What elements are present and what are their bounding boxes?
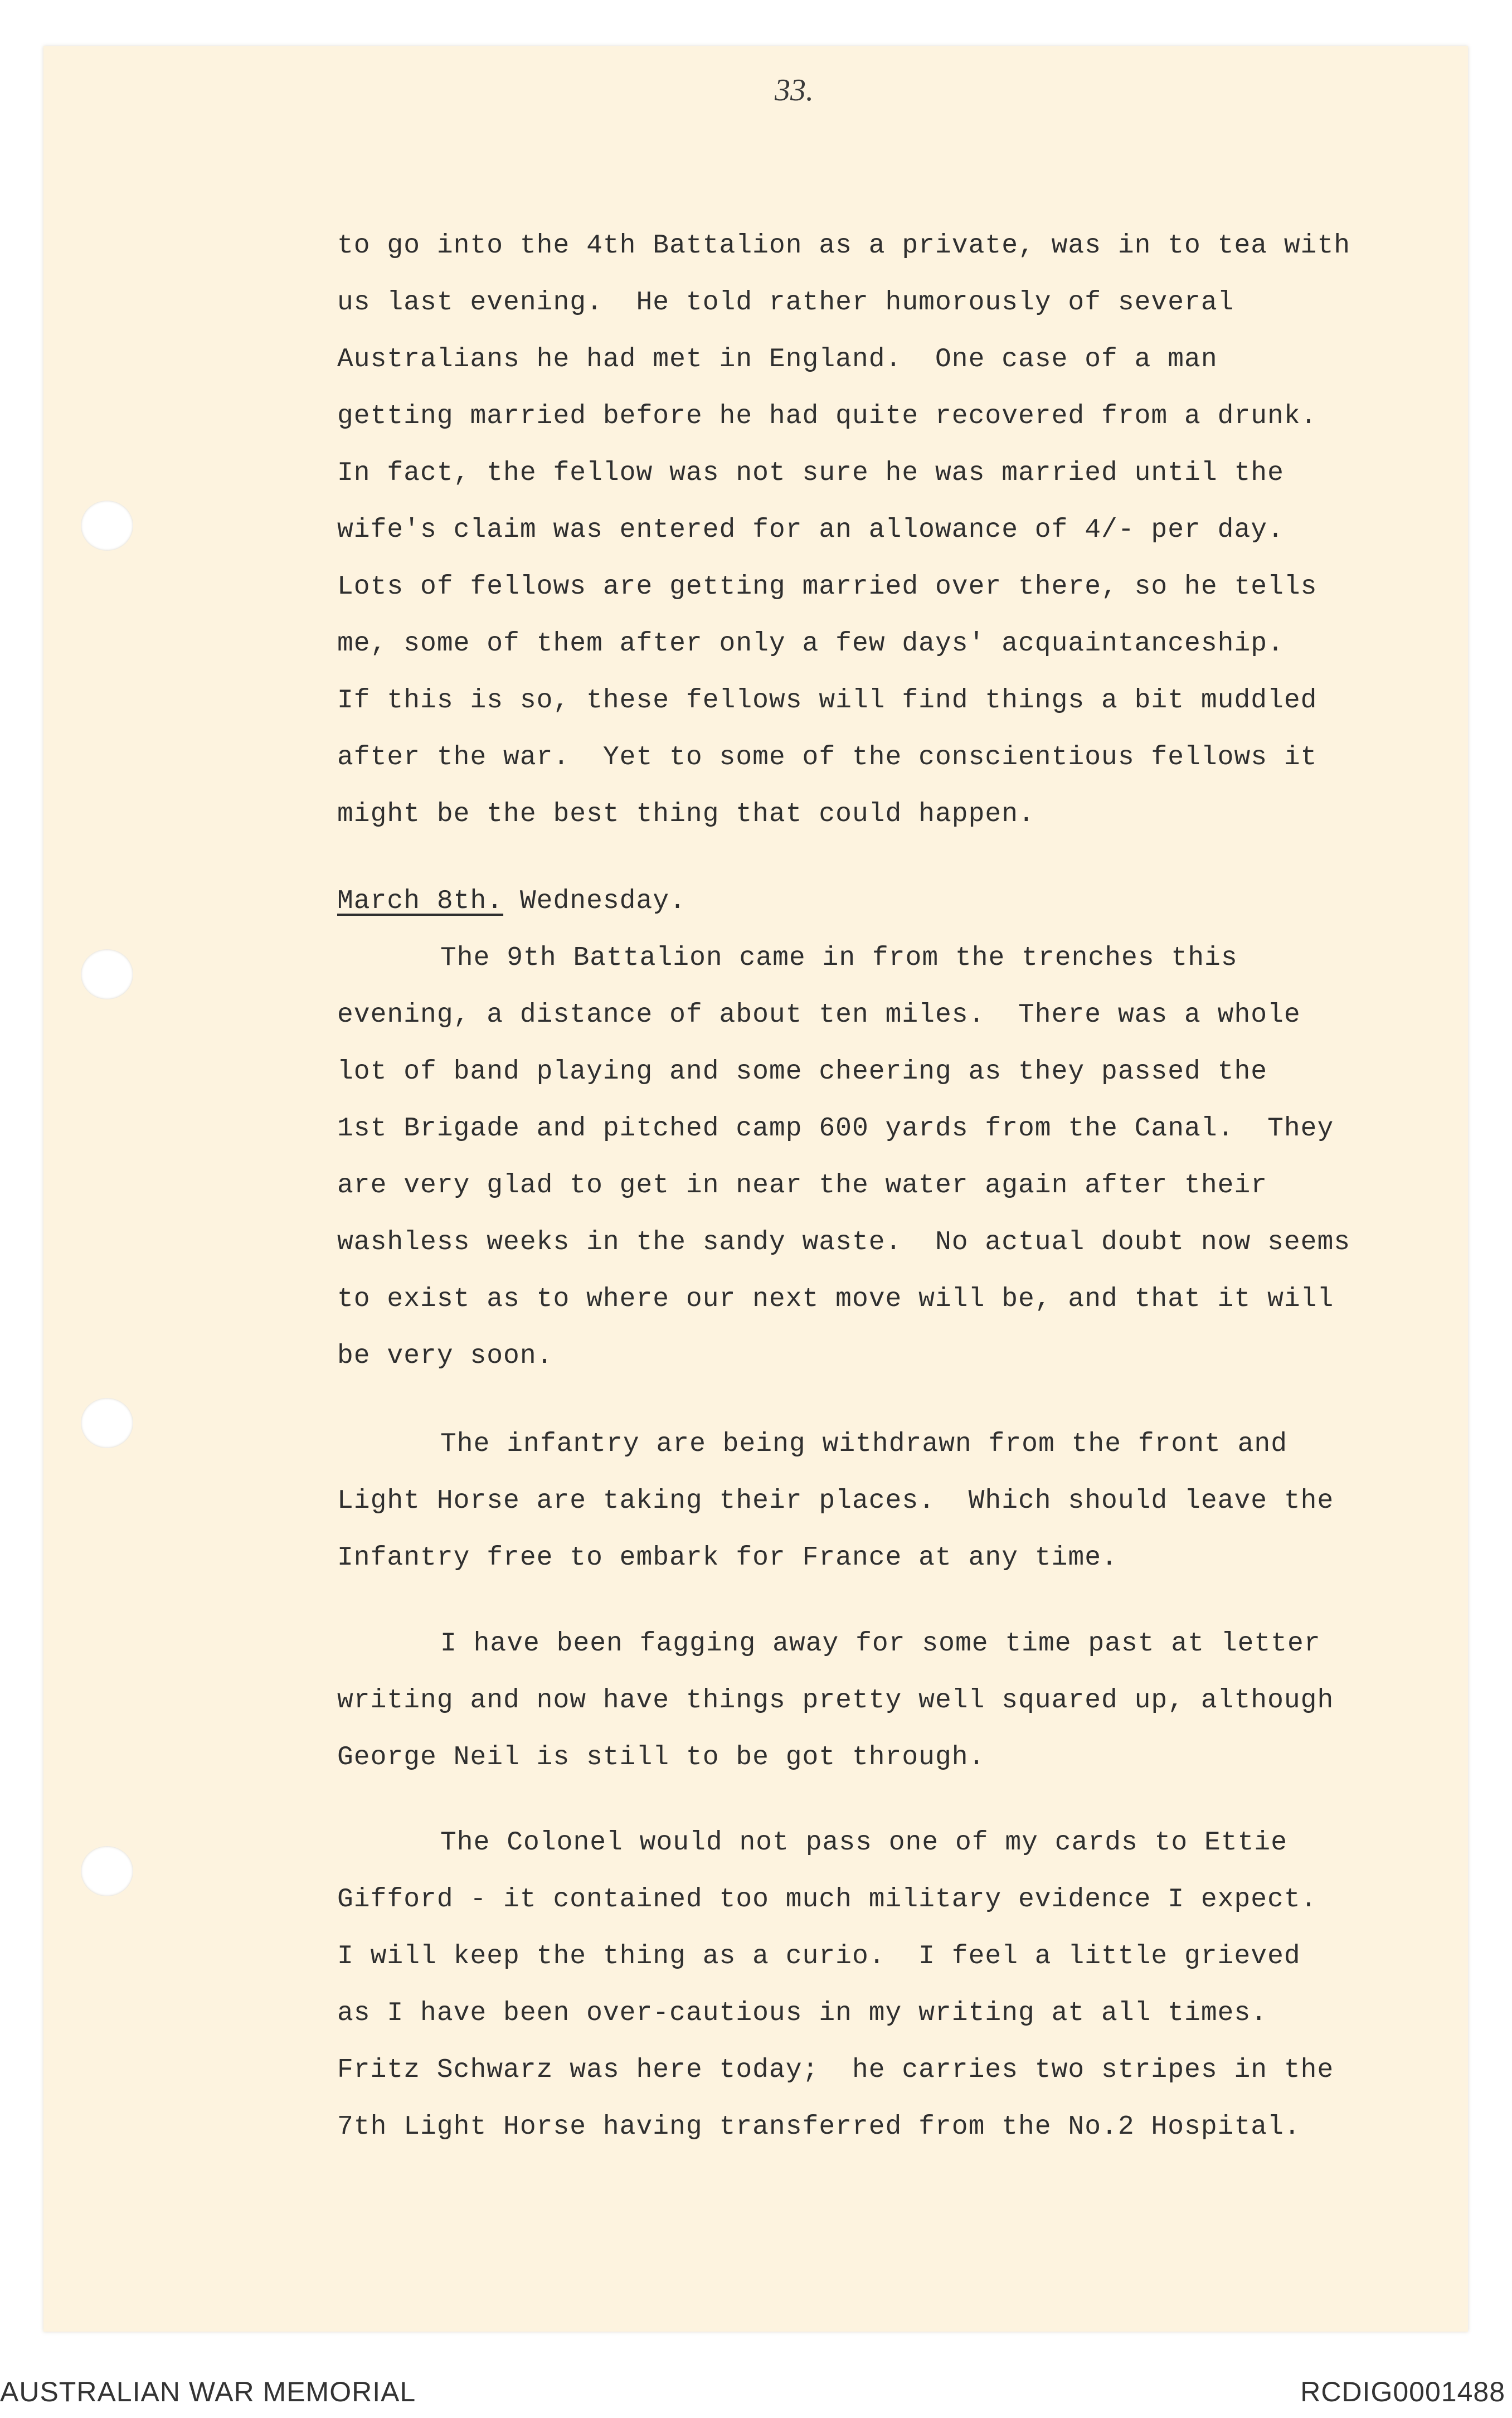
text-line: us last evening. He told rather humorously of several xyxy=(337,288,1234,318)
text-line: as I have been over-cautious in my writing at all times. xyxy=(337,1998,1268,2028)
footer-institution: AUSTRALIAN WAR MEMORIAL xyxy=(0,2376,416,2407)
entry-heading xyxy=(337,873,1396,930)
entry-date: March 8th. xyxy=(337,886,504,916)
paragraph xyxy=(337,1814,1396,2155)
text-line: 1st Brigade and pitched camp 600 yards from the Canal. They xyxy=(337,1114,1334,1144)
text-line: writing and now have things pretty well squared up, although xyxy=(337,1686,1334,1716)
text-line: me, some of them after only a few days' acquaintanceship. xyxy=(337,629,1284,659)
text-line: 7th Light Horse having transferred from the No.2 Hospital. xyxy=(337,2112,1301,2142)
text-line: washless weeks in the sandy waste. No actual doubt now seems xyxy=(337,1227,1351,1257)
punch-hole xyxy=(81,949,133,999)
text-line: In fact, the fellow was not sure he was married until the xyxy=(337,458,1284,488)
text-line: getting married before he had quite recovered from a drunk. xyxy=(337,401,1317,431)
text-line: I have been fagging away for some time past at letter xyxy=(440,1629,1321,1659)
paragraph xyxy=(337,1416,1396,1586)
text-line: Gifford - it contained too much military evidence I expect. xyxy=(337,1885,1317,1915)
text-line: I will keep the thing as a curio. I feel a little grieved xyxy=(337,1941,1301,1972)
text-line: might be the best thing that could happen. xyxy=(337,799,1035,829)
punch-hole xyxy=(81,501,133,551)
text-line: Infantry free to embark for France at any time. xyxy=(337,1543,1118,1573)
text-line: If this is so, these fellows will find things a bit muddled xyxy=(337,686,1317,716)
text-line: to exist as to where our next move will be, and that it will xyxy=(337,1284,1334,1314)
text-line: Fritz Schwarz was here today; he carries two stripes in the xyxy=(337,2055,1334,2085)
text-line: after the war. Yet to some of the conscientious fellows it xyxy=(337,742,1317,773)
footer-record-id: RCDIG0001488 xyxy=(1300,2376,1505,2407)
text-line: George Neil is still to be got through. xyxy=(337,1742,985,1773)
text-line: evening, a distance of about ten miles. There was a whole xyxy=(337,1000,1301,1030)
text-line: Lots of fellows are getting married over there, so he tells xyxy=(337,572,1317,602)
text-line: are very glad to get in near the water again after their xyxy=(337,1171,1268,1201)
diary-entry-march-8 xyxy=(337,873,1396,1385)
text-line: be very soon. xyxy=(337,1341,553,1371)
entry-day: Wednesday. xyxy=(503,886,686,916)
text-line: lot of band playing and some cheering as they passed the xyxy=(337,1057,1268,1087)
punch-hole xyxy=(81,1398,133,1448)
text-line: The Colonel would not pass one of my cards to Ettie xyxy=(440,1828,1288,1858)
paragraph xyxy=(337,1615,1396,1786)
text-line: Light Horse are taking their places. Which should leave the xyxy=(337,1486,1334,1516)
page-number: 33. xyxy=(775,73,814,108)
text-line: The infantry are being withdrawn from the front and xyxy=(440,1429,1288,1459)
text-line: Australians he had met in England. One case of a man xyxy=(337,344,1218,375)
punch-hole xyxy=(81,1846,133,1896)
paragraph xyxy=(337,217,1396,843)
text-line: to go into the 4th Battalion as a private, was in to tea with xyxy=(337,231,1351,261)
text-line: The 9th Battalion came in from the trenches this xyxy=(440,943,1238,973)
text-line: wife's claim was entered for an allowance of 4/- per day. xyxy=(337,515,1284,545)
